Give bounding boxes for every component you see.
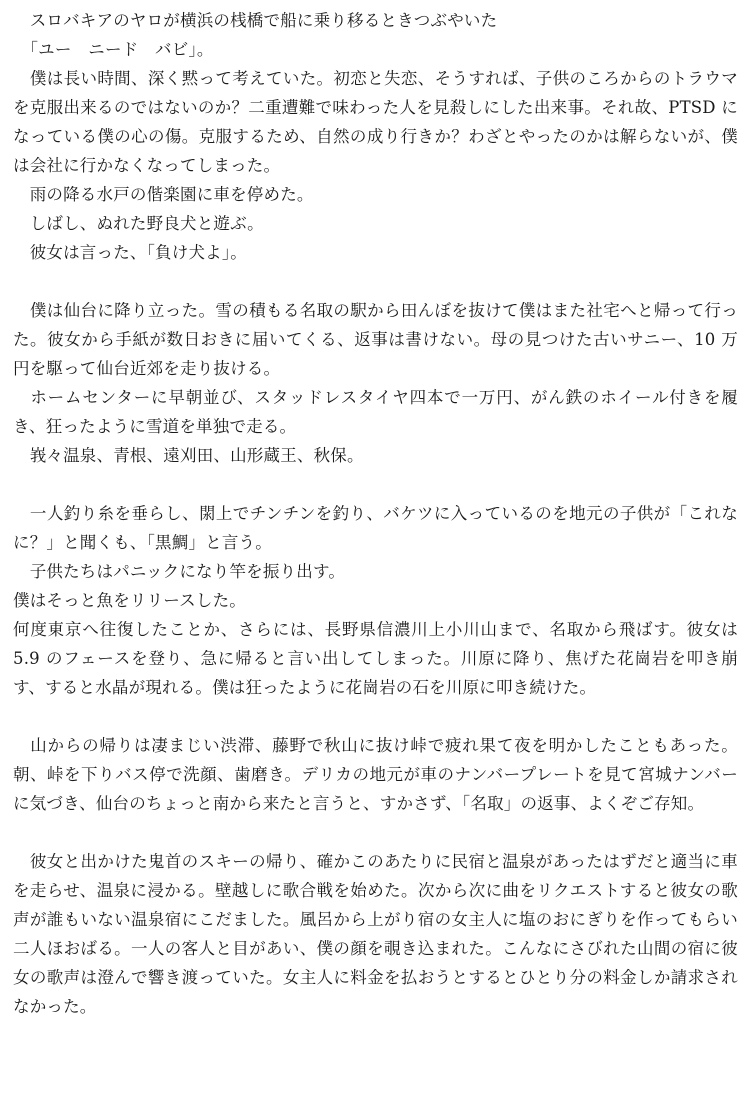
paragraph: 何度東京へ往復したことか、さらには、長野県信濃川上小川山まで、名取から飛ばす。彼女は 5.9 のフェースを登り、急に帰ると言い出してしまった。川原に降り、焦げた花崗岩を叩き崩す、すると水晶が現れる。僕は狂ったように花崗岩の石を川原に叩き続けた。: [13, 620, 738, 697]
text-line: 「ユー ニード バビ」。: [13, 40, 214, 59]
text-line: 彼女は言った、「負け犬よ」。: [13, 243, 247, 262]
paragraph: 僕は仙台に降り立った。雪の積もる名取の駅から田んぼを抜けて僕はまた社宅へと帰って行った。彼女から手紙が数日おきに届いてくる、返事は書けない。母の見つけた古いサニー、10 万円を駆って仙台近郊を走り抜ける。: [13, 301, 738, 378]
text-line: スロバキアのヤロが横浜の桟橋で船に乗り移るときつぶやいた: [13, 11, 498, 30]
blank-line: [13, 267, 738, 296]
paragraph: ホームセンターに早朝並び、スタッドレスタイヤ四本で一万円、がん鉄のホイール付きを履き、狂ったように雪道を単独で走る。: [13, 388, 738, 436]
paragraph: 彼女と出かけた鬼首のスキーの帰り、確かこのあたりに民宿と温泉があったはずだと適当に車を走らせ、温泉に浸かる。壁越しに歌合戦を始めた。次から次に曲をリクエストすると彼女の歌声が誰もいない温泉宿にこだました。風呂から上がり宿の女主人に塩のおにぎりを作ってもらい二人ほおばる。一人の客人と目があい、僕の顔を覗き込まれた。こんなにさびれた山間の宿に彼女の歌声は澄んで響き渡っていた。女主人に料金を払おうとするとひとり分の料金しか請求されなかった。: [13, 852, 738, 1016]
text-line: 僕はそっと魚をリリースした。: [13, 591, 246, 610]
text-line: 雨の降る水戸の偕楽園に車を停めた。: [13, 185, 314, 204]
blank-line: [13, 470, 738, 499]
paragraph: 僕は長い時間、深く黙って考えていた。初恋と失恋、そうすれば、子供のころからのトラウマを克服出来るのではないのか？二重遭難で味わった人を見殺しにした出来事。それ故、PTSD になっている僕の心の傷。克服するため、自然の成り行きか？わざとやったのかは解らないが、僕は会社に行かなくなってしまった。: [13, 69, 738, 175]
blank-line: [13, 818, 738, 847]
paragraph: 一人釣り糸を垂らし、閖上でチンチンを釣り、バケツに入っているのを地元の子供が「これなに？」と聞くも、「黒鯛」と言う。: [13, 504, 738, 552]
text-line: しばし、ぬれた野良犬と遊ぶ。: [13, 214, 264, 233]
text-line: 峩々温泉、青根、遠刈田、山形蔵王、秋保。: [13, 446, 364, 465]
blank-line: [13, 702, 738, 731]
paragraph: 山からの帰りは凄まじい渋滞、藤野で秋山に抜け峠で疲れ果て夜を明かしたこともあった。朝、峠を下りバス停で洗顔、歯磨き。デリカの地元が車のナンバープレートを見て宮城ナンバーに気づき、仙台のちょっと南から来たと言うと、すかさず、「名取」の返事、よくぞご存知。: [13, 736, 738, 813]
text-line: 子供たちはパニックになり竿を振り出す。: [13, 562, 346, 581]
